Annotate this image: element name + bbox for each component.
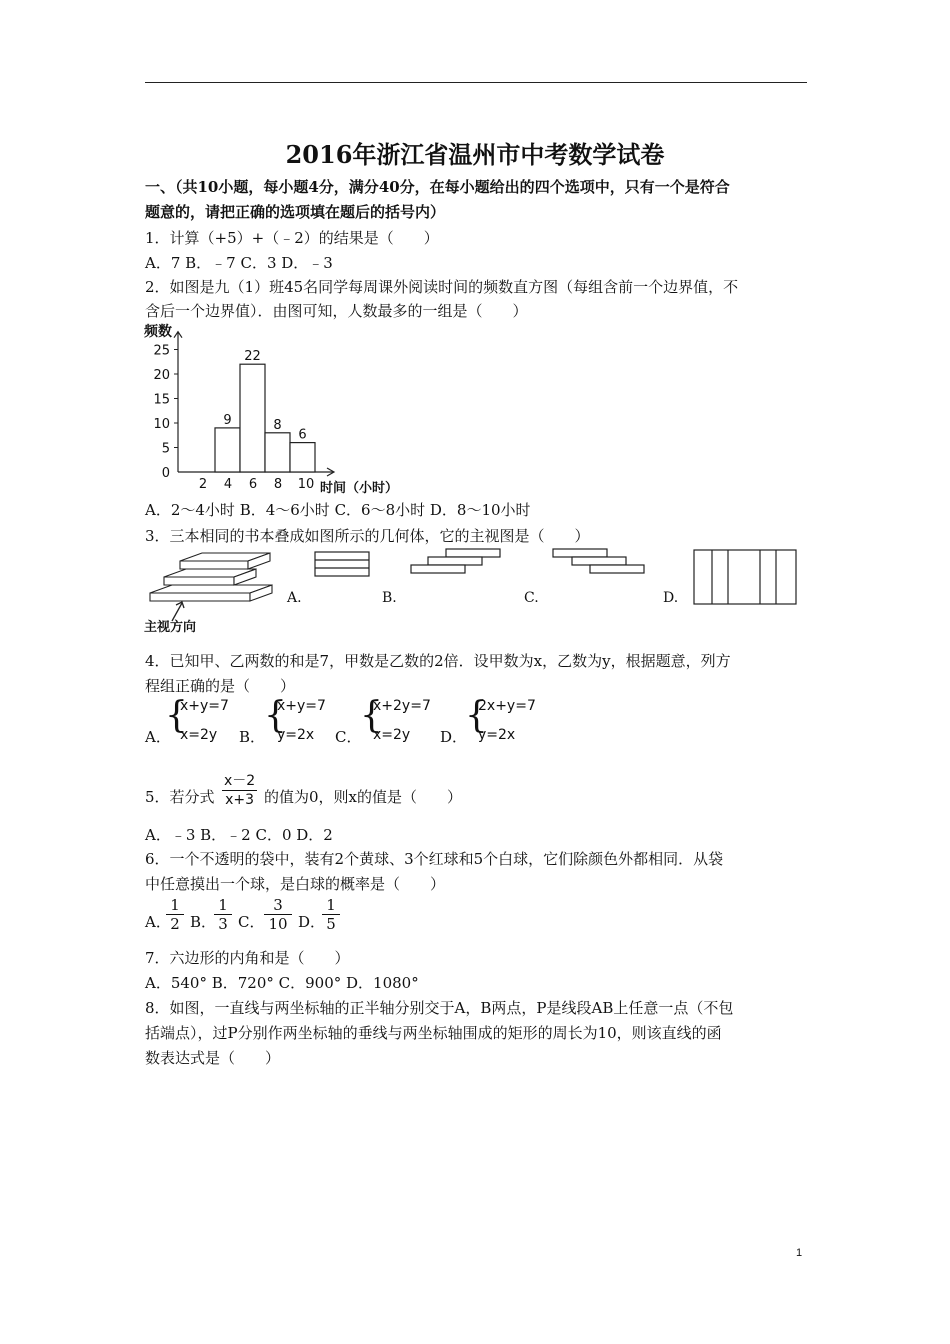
- q6-option-d-label: D．: [298, 913, 326, 931]
- q3-option-b-figure: [408, 546, 504, 578]
- q1-options: A．7 B．﹣7 C．3 D．﹣3: [145, 254, 333, 272]
- y-tick-label: 10: [153, 417, 170, 432]
- q8-stem-line1: 8．如图，一直线与两坐标轴的正半轴分别交于A，B两点，P是线段AB上任意一点（不包: [145, 999, 734, 1017]
- x-tick-label: 4: [223, 477, 233, 492]
- q3-option-a-figure: [312, 550, 372, 580]
- q4-option-b-label: B．: [239, 728, 266, 746]
- q5-options: A．﹣3 B．﹣2 C．0 D．2: [145, 826, 333, 844]
- y-tick-label: 0: [161, 466, 170, 481]
- page-number: 1: [796, 1247, 803, 1259]
- q3-option-d-figure: [690, 546, 800, 608]
- x-tick-label: 6: [248, 477, 258, 492]
- q4-option-a-eq1: x+y=7: [180, 698, 229, 714]
- q4-option-a-eq2: x=2y: [180, 727, 218, 743]
- section-instructions-line2: 题意的，请把正确的选项填在题后的括号内）: [145, 203, 446, 221]
- q3-stem: 3．三本相同的书本叠成如图所示的几何体，它的主视图是（ ）: [145, 527, 590, 545]
- histogram-bar: [265, 433, 290, 472]
- q5-suffix: 的值为0，则x的值是（ ）: [264, 788, 463, 806]
- q2-options: A．2～4小时 B．4～6小时 C．6～8小时 D．8～10小时: [145, 501, 531, 519]
- x-tick-label: 8: [273, 477, 283, 492]
- q4-option-a-brace: {: [165, 695, 188, 736]
- q5-numerator: x－2: [224, 773, 256, 789]
- histogram-bar: [215, 428, 240, 472]
- q3-option-c-label: C.: [524, 590, 539, 606]
- y-tick-label: 25: [153, 343, 170, 359]
- q3-option-c-figure: [550, 546, 650, 578]
- q4-option-d-brace: {: [465, 695, 488, 736]
- q4-option-a-label: A．: [145, 728, 171, 746]
- q4-option-c-brace: {: [360, 695, 383, 736]
- histogram-bar: [240, 364, 265, 472]
- x-tick-label: 10: [297, 477, 315, 492]
- q4-option-d-eq1: 2x+y=7: [478, 698, 536, 714]
- q2-stem-line2: 含后一个边界值）．由图可知，人数最多的一组是（ ）: [145, 302, 528, 320]
- q3-option-a-label: A.: [287, 590, 302, 606]
- q6-b-denominator: 3: [218, 915, 228, 933]
- bar-value-label: 8: [273, 417, 282, 433]
- q4-option-b-eq2: y=2x: [277, 727, 315, 743]
- bar-value-label: 22: [244, 349, 261, 365]
- q4-option-b-brace: {: [264, 695, 287, 736]
- q3-option-b-label: B.: [382, 590, 397, 606]
- q6-option-d-fraction: [322, 896, 340, 933]
- q4-option-c-eq1: x+2y=7: [373, 698, 431, 714]
- stacked-books-figure: [142, 545, 277, 637]
- view-direction-label: 主视方向: [144, 620, 197, 635]
- q6-d-numerator: 1: [322, 896, 340, 915]
- q5-denominator: x+3: [225, 792, 255, 808]
- q6-option-b-fraction: [214, 896, 232, 933]
- y-tick-label: 5: [161, 441, 170, 457]
- x-axis-title: 时间（小时）: [320, 481, 399, 496]
- header-rule: [145, 82, 807, 83]
- q4-option-c-label: C．: [335, 728, 362, 746]
- x-tick-label: 2: [198, 477, 208, 492]
- y-tick-label: 15: [153, 392, 170, 408]
- section-instructions-line1: 一、（共10小题，每小题4分，满分40分，在每小题给出的四个选项中，只有一个是符合: [145, 178, 730, 196]
- q6-option-c-fraction: [264, 896, 292, 933]
- q6-a-denominator: 2: [170, 915, 180, 933]
- q4-option-d-eq2: y=2x: [478, 727, 516, 743]
- y-tick-label: 20: [153, 368, 170, 383]
- q4-option-b-eq1: x+y=7: [277, 698, 326, 714]
- q6-c-denominator: 10: [268, 915, 288, 933]
- q5-fraction: [222, 772, 257, 809]
- q6-option-b-label: B．: [190, 913, 217, 931]
- q6-stem-line2: 中任意摸出一个球，是白球的概率是（ ）: [145, 875, 446, 893]
- q3-option-d-label: D.: [663, 590, 679, 606]
- q6-option-a-fraction: [166, 896, 184, 933]
- q4-stem-line1: 4．已知甲、乙两数的和是7，甲数是乙数的2倍．设甲数为x，乙数为y，根据题意，列方: [145, 652, 731, 670]
- q6-b-numerator: 1: [214, 896, 232, 915]
- q6-stem-line1: 6．一个不透明的袋中，装有2个黄球、3个红球和5个白球，它们除颜色外都相同．从袋: [145, 850, 724, 868]
- page-title: 2016年浙江省温州市中考数学试卷: [285, 140, 665, 169]
- q5-prefix: 5．若分式: [145, 788, 215, 806]
- q4-option-d-label: D．: [440, 728, 468, 746]
- q4-stem-line2: 程组正确的是（ ）: [145, 677, 296, 695]
- q4-option-c-eq2: x=2y: [373, 727, 411, 743]
- histogram-bar: [290, 443, 315, 472]
- frequency-histogram: [140, 320, 430, 498]
- q7-stem: 7．六边形的内角和是（ ）: [145, 949, 350, 967]
- q6-c-numerator: 3: [264, 896, 292, 915]
- q8-stem-line3: 数表达式是（ ）: [145, 1049, 281, 1067]
- q2-stem-line1: 2．如图是九（1）班45名同学每周课外阅读时间的频数直方图（每组含前一个边界值，不: [145, 278, 739, 296]
- q6-option-c-label: C．: [238, 913, 265, 931]
- q6-d-denominator: 5: [326, 915, 336, 933]
- q6-option-a-label: A．: [145, 913, 171, 931]
- bar-value-label: 9: [223, 412, 232, 428]
- q8-stem-line2: 括端点），过P分别作两坐标轴的垂线与两坐标轴围成的矩形的周长为10，则该直线的函: [145, 1024, 722, 1042]
- q1-stem: 1．计算（+5）+（﹣2）的结果是（ ）: [145, 229, 439, 247]
- bar-value-label: 6: [298, 427, 307, 443]
- q6-a-numerator: 1: [166, 896, 184, 915]
- q7-options: A．540° B．720° C．900° D．1080°: [145, 974, 419, 992]
- y-axis-title: 频数: [144, 324, 172, 340]
